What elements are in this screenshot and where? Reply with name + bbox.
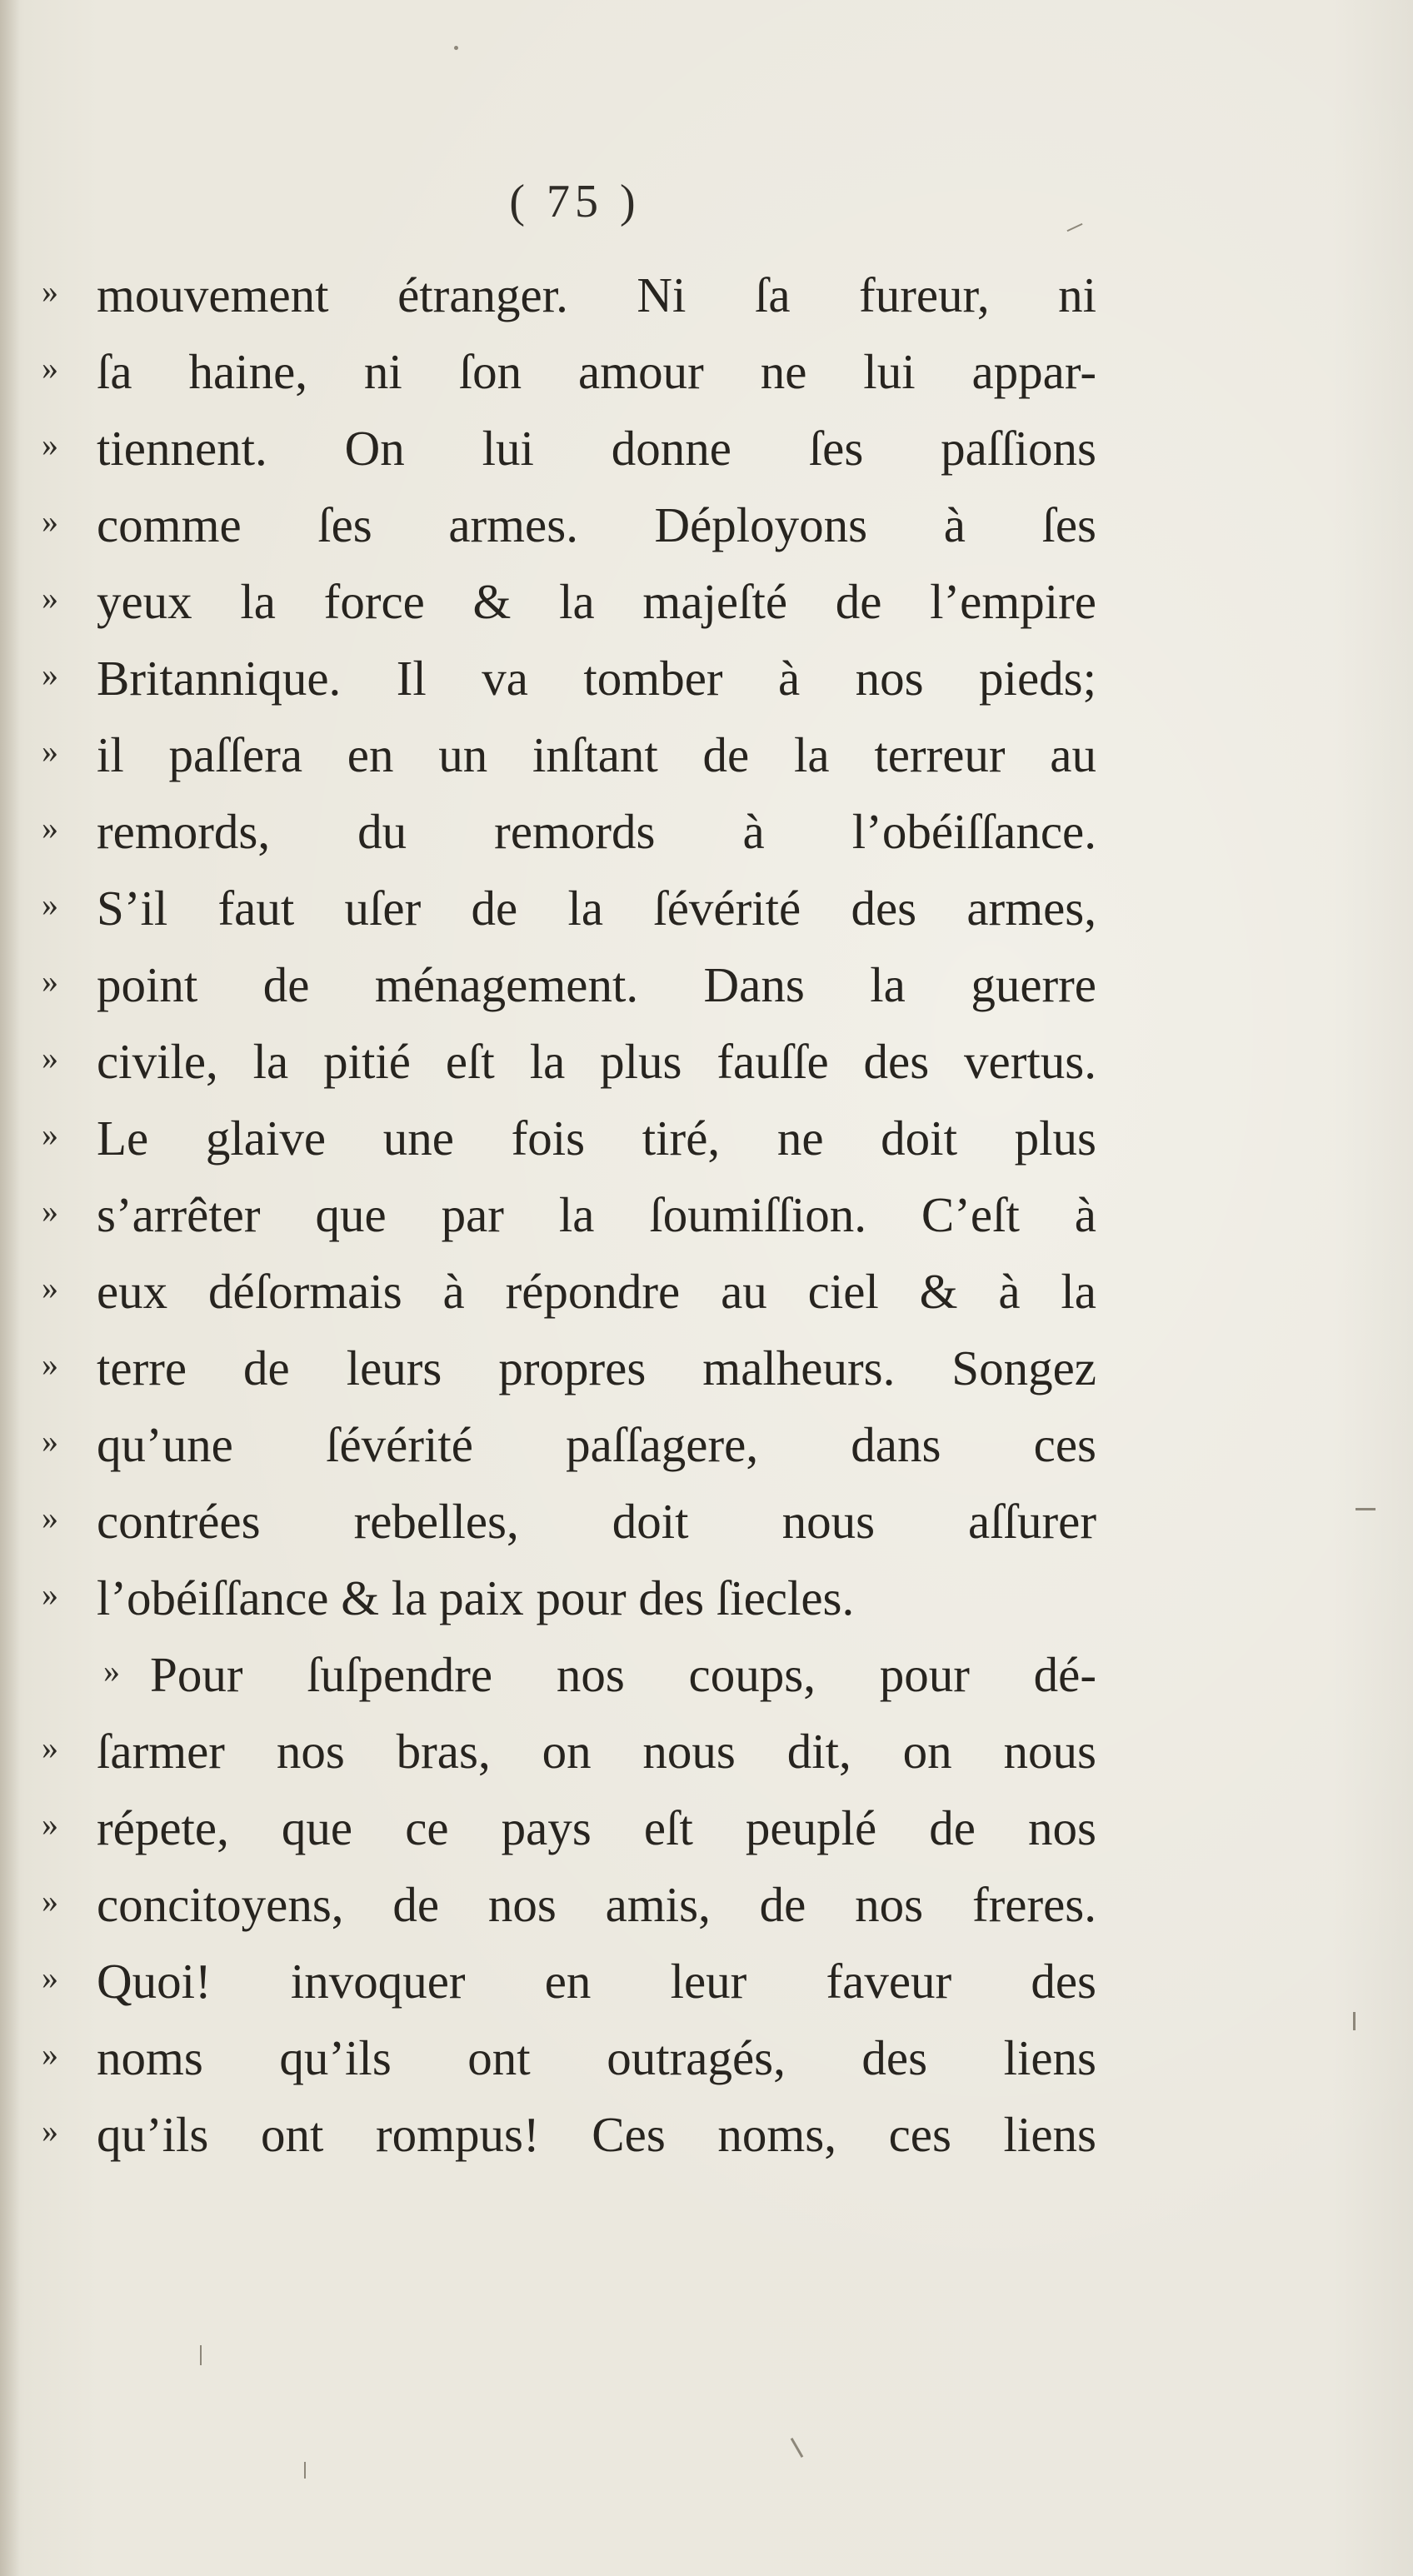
line-text: remords, du remords à l’obéiſſance. — [97, 804, 1096, 859]
line-text: point de ménagement. Dans la guerre — [97, 957, 1096, 1012]
text-line — [0, 1415, 1413, 1491]
line-text: qu’ils ont rompus! Ces noms, ces liens — [97, 2107, 1096, 2162]
quote-mark: » — [42, 579, 58, 617]
quote-mark: » — [42, 1729, 58, 1766]
page-number: ( 75 ) — [509, 176, 641, 227]
quote-mark: » — [42, 1269, 58, 1306]
quote-mark: » — [42, 1345, 58, 1383]
line-text: contrées rebelles, doit nous aſſurer — [97, 1494, 1096, 1549]
quote-mark: » — [42, 1882, 58, 1920]
paper-mark — [200, 2345, 202, 2365]
line-text: concitoyens, de nos amis, de nos freres. — [97, 1877, 1096, 1932]
text-line — [0, 1951, 1413, 2028]
line-text: Le glaive une fois tiré, ne doit plus — [97, 1111, 1096, 1166]
text-line — [0, 265, 1413, 342]
quote-mark: » — [42, 2112, 58, 2149]
text-line — [0, 572, 1413, 648]
line-text: Quoi! invoquer en leur faveur des — [97, 1954, 1096, 2009]
text-line — [0, 1108, 1413, 1185]
paper-mark — [304, 2462, 306, 2479]
quote-mark: » — [42, 656, 58, 693]
line-text: qu’une ſévérité paſſagere, dans ces — [97, 1417, 1096, 1472]
line-text: yeux la force & la majeſté de l’empire — [97, 574, 1096, 629]
text-line — [0, 342, 1413, 418]
line-text: mouvement étranger. Ni ſa fureur, ni — [97, 267, 1096, 322]
line-text: civile, la pitié eſt la plus fauſſe des vertus. — [97, 1034, 1096, 1089]
line-text: il paſſera en un inſtant de la terreur au — [97, 727, 1096, 782]
quote-mark: » — [42, 1805, 58, 1843]
text-line — [0, 1185, 1413, 1261]
quote-mark: » — [42, 886, 58, 923]
text-line — [0, 1338, 1413, 1415]
line-text: Pour ſuſpendre nos coups, pour dé- — [150, 1647, 1096, 1702]
paper-mark — [454, 46, 458, 50]
text-line — [0, 1798, 1413, 1875]
quote-mark: » — [42, 1575, 58, 1613]
quote-mark: » — [42, 349, 58, 387]
text-line — [0, 1721, 1413, 1798]
text-line — [0, 955, 1413, 1031]
line-text: ſa haine, ni ſon amour ne lui appar- — [97, 344, 1096, 399]
text-line — [0, 648, 1413, 725]
text-line — [0, 2104, 1413, 2181]
line-text: S’il faut uſer de la ſévérité des armes, — [97, 881, 1096, 936]
line-text: Britannique. Il va tomber à nos pieds; — [97, 651, 1096, 706]
line-text: noms qu’ils ont outragés, des liens — [97, 2030, 1096, 2085]
quote-mark: » — [42, 732, 58, 770]
text-line — [0, 2028, 1413, 2104]
text-line — [0, 801, 1413, 878]
quote-mark: » — [42, 1116, 58, 1153]
quote-mark: » — [42, 426, 58, 463]
line-text: l’obéiſſance & la paix pour des ſiecles. — [97, 1570, 855, 1625]
text-line — [0, 1031, 1413, 1108]
line-text: tiennent. On lui donne ſes paſſions — [97, 421, 1096, 476]
line-text: répete, que ce pays eſt peuplé de nos — [97, 1800, 1096, 1855]
line-text: comme ſes armes. Déployons à ſes — [97, 497, 1096, 552]
text-line — [0, 1645, 1413, 1721]
quote-mark: » — [103, 1652, 120, 1690]
quote-mark: » — [42, 2035, 58, 2073]
text-line — [0, 1261, 1413, 1338]
quote-mark: » — [42, 1959, 58, 1996]
text-line — [0, 495, 1413, 572]
quote-mark: » — [42, 1499, 58, 1536]
text-line — [0, 725, 1413, 801]
paper-mark — [1353, 2012, 1356, 2030]
paper-mark — [791, 2438, 804, 2458]
line-text: s’arrêter que par la ſoumiſſion. C’eſt à — [97, 1187, 1096, 1242]
text-line — [0, 418, 1413, 495]
quote-mark: » — [42, 809, 58, 846]
paper-mark — [1356, 1508, 1376, 1510]
line-text: eux déſormais à répondre au ciel & à la — [97, 1264, 1096, 1319]
quote-mark: » — [42, 272, 58, 310]
quote-mark: » — [42, 1422, 58, 1460]
quote-mark: » — [42, 1192, 58, 1230]
line-text: terre de leurs propres malheurs. Songez — [97, 1340, 1096, 1395]
paper-mark — [1067, 223, 1083, 232]
quote-mark: » — [42, 502, 58, 540]
text-line — [0, 1875, 1413, 1951]
text-line — [0, 878, 1413, 955]
text-line — [0, 1491, 1413, 1568]
text-line — [0, 1568, 1413, 1645]
line-text: ſarmer nos bras, on nous dit, on nous — [97, 1724, 1096, 1779]
quote-mark: » — [42, 962, 58, 1000]
quote-mark: » — [42, 1039, 58, 1076]
